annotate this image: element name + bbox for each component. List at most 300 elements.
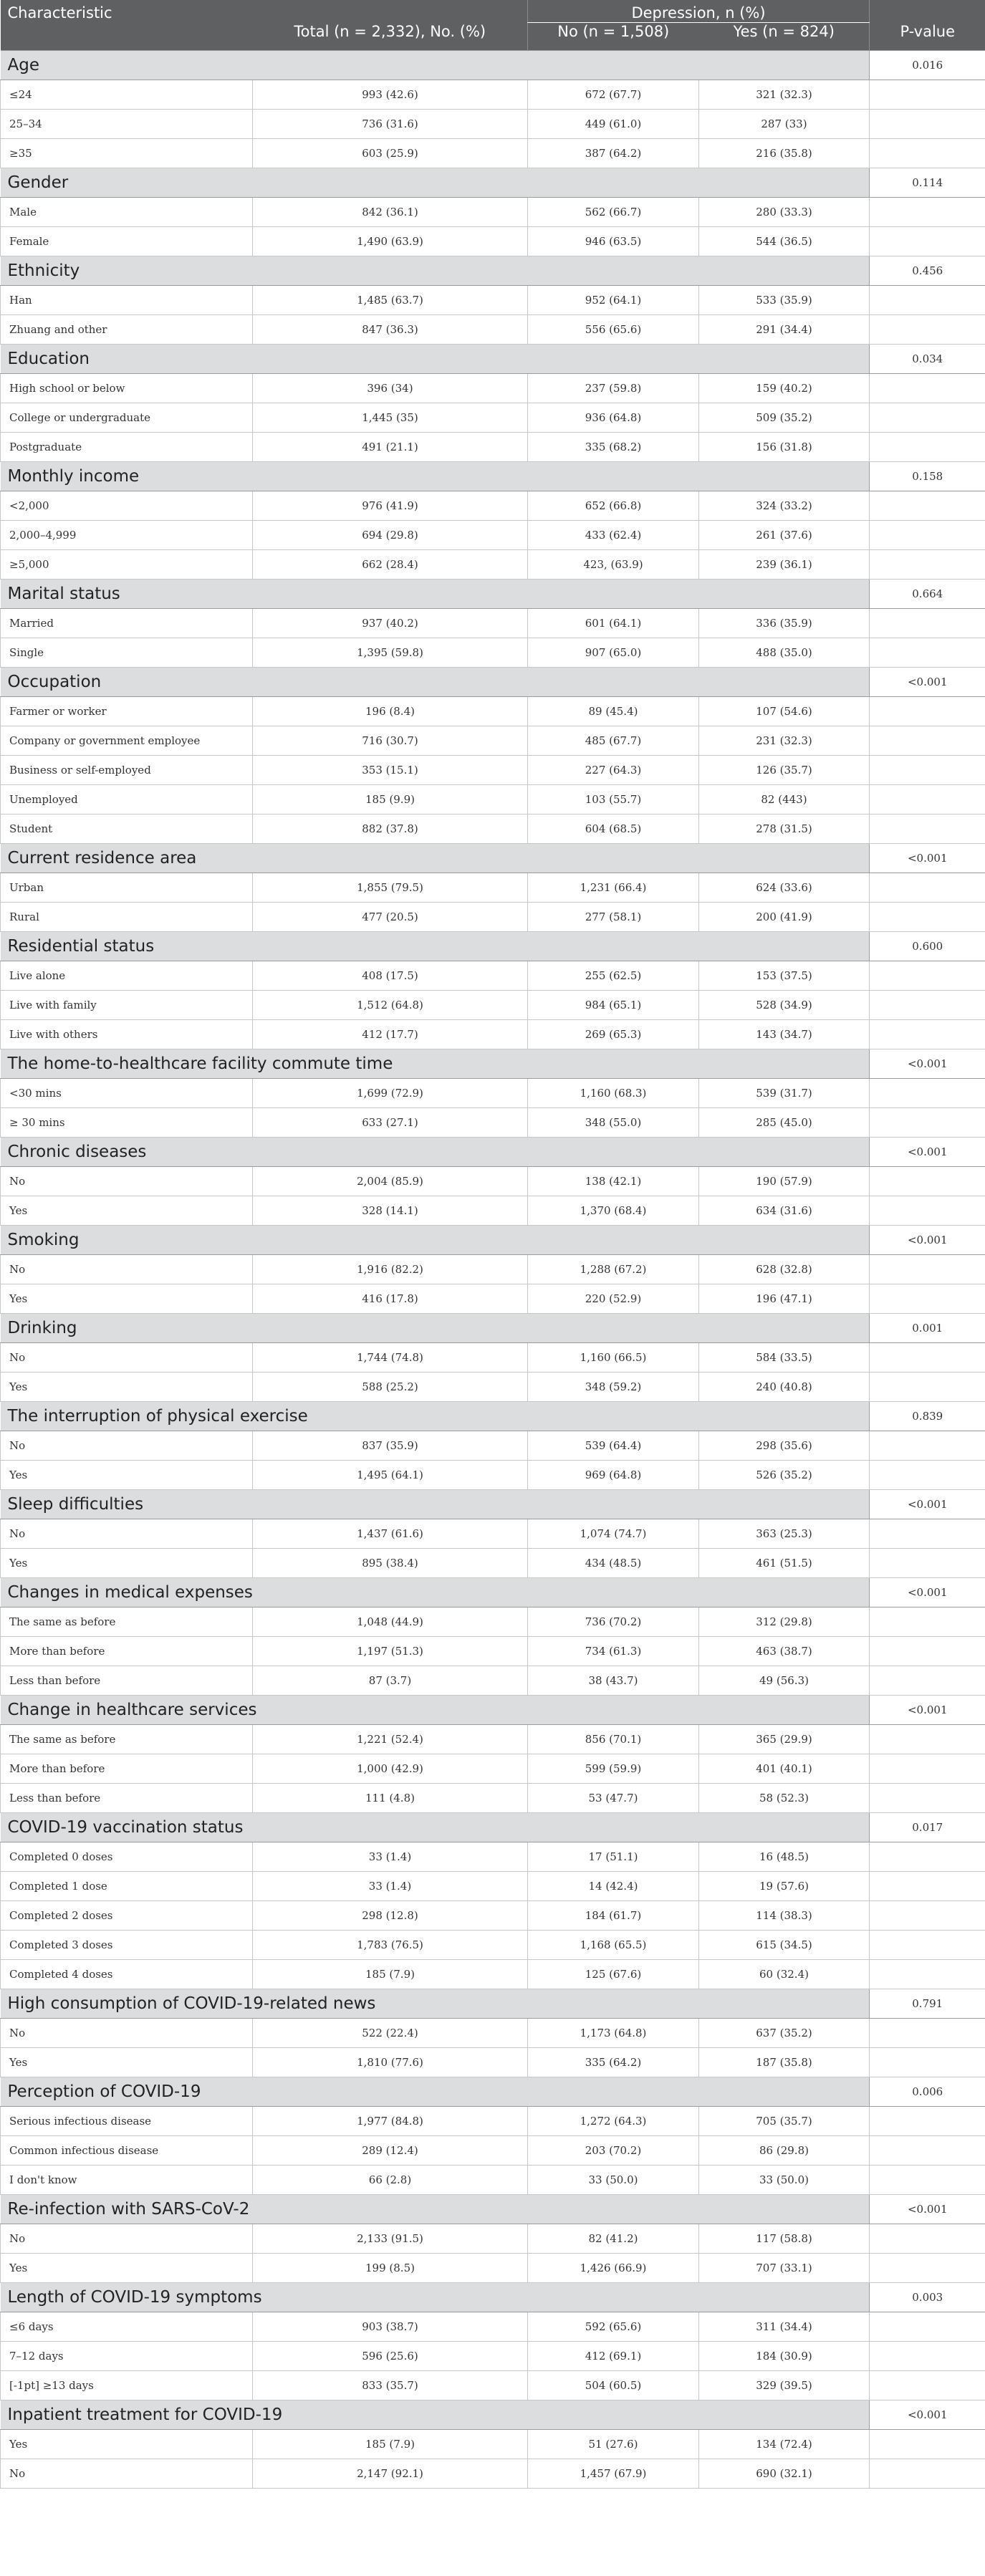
cell-yes: 33 (50.0) xyxy=(699,2166,870,2195)
category-name: The home-to-healthcare facility commute time xyxy=(1,1049,870,1079)
cell-total: 1,437 (61.6) xyxy=(253,1519,528,1549)
cell-p-empty xyxy=(870,1343,985,1373)
cell-yes: 143 (34.7) xyxy=(699,1020,870,1049)
cell-p-empty xyxy=(870,521,985,550)
cell-no: 227 (64.3) xyxy=(528,756,699,785)
table-row xyxy=(1,785,985,814)
cell-yes: 298 (35.6) xyxy=(699,1431,870,1461)
category-p-value: <0.001 xyxy=(870,2400,985,2430)
cell-p-empty xyxy=(870,1725,985,1754)
category-p-value: <0.001 xyxy=(870,1049,985,1079)
cell-yes: 134 (72.4) xyxy=(699,2430,870,2459)
table-row xyxy=(1,1960,985,1989)
cell-p-empty xyxy=(870,139,985,168)
row-label: Married xyxy=(1,609,253,638)
table-row xyxy=(1,1079,985,1108)
cell-no: 103 (55.7) xyxy=(528,785,699,814)
row-label: Yes xyxy=(1,2048,253,2077)
category-row xyxy=(1,1049,985,1079)
cell-yes: 190 (57.9) xyxy=(699,1167,870,1196)
cell-p-empty xyxy=(870,2166,985,2195)
category-name: Residential status xyxy=(1,932,870,961)
category-p-value: 0.114 xyxy=(870,168,985,198)
row-label: Completed 0 doses xyxy=(1,1842,253,1872)
category-row xyxy=(1,1813,985,1842)
cell-yes: 291 (34.4) xyxy=(699,315,870,345)
category-p-value: 0.017 xyxy=(870,1813,985,1842)
cell-no: 1,173 (64.8) xyxy=(528,2019,699,2048)
category-row xyxy=(1,1989,985,2019)
cell-no: 601 (64.1) xyxy=(528,609,699,638)
category-name: Chronic diseases xyxy=(1,1138,870,1167)
cell-total: 66 (2.8) xyxy=(253,2166,528,2195)
category-name: Gender xyxy=(1,168,870,198)
category-p-value: 0.016 xyxy=(870,51,985,80)
row-label: Unemployed xyxy=(1,785,253,814)
row-label: Live alone xyxy=(1,961,253,991)
category-row xyxy=(1,1314,985,1343)
row-label: Han xyxy=(1,286,253,315)
cell-no: 1,074 (74.7) xyxy=(528,1519,699,1549)
cell-no: 1,160 (66.5) xyxy=(528,1343,699,1373)
cell-p-empty xyxy=(870,198,985,227)
category-p-value: <0.001 xyxy=(870,1578,985,1607)
category-p-value: <0.001 xyxy=(870,1696,985,1725)
row-label: College or undergraduate xyxy=(1,403,253,433)
cell-p-empty xyxy=(870,1607,985,1637)
cell-no: 592 (65.6) xyxy=(528,2312,699,2342)
cell-no: 125 (67.6) xyxy=(528,1960,699,1989)
cell-total: 937 (40.2) xyxy=(253,609,528,638)
table-row xyxy=(1,491,985,521)
cell-yes: 365 (29.9) xyxy=(699,1725,870,1754)
table-row xyxy=(1,1020,985,1049)
row-label: Yes xyxy=(1,1284,253,1314)
cell-p-empty xyxy=(870,1637,985,1666)
cell-no: 672 (67.7) xyxy=(528,80,699,110)
row-label: No xyxy=(1,1255,253,1284)
cell-yes: 153 (37.5) xyxy=(699,961,870,991)
cell-total: 1,395 (59.8) xyxy=(253,638,528,668)
table-header xyxy=(1,0,985,51)
cell-yes: 60 (32.4) xyxy=(699,1960,870,1989)
cell-total: 993 (42.6) xyxy=(253,80,528,110)
cell-yes: 707 (33.1) xyxy=(699,2254,870,2283)
cell-yes: 488 (35.0) xyxy=(699,638,870,668)
table-row xyxy=(1,756,985,785)
cell-yes: 261 (37.6) xyxy=(699,521,870,550)
table-row xyxy=(1,961,985,991)
category-p-value: <0.001 xyxy=(870,2195,985,2224)
cell-p-empty xyxy=(870,1020,985,1049)
row-label: <30 mins xyxy=(1,1079,253,1108)
row-label: Yes xyxy=(1,2254,253,2283)
cell-yes: 584 (33.5) xyxy=(699,1343,870,1373)
cell-no: 736 (70.2) xyxy=(528,1607,699,1637)
cell-no: 423, (63.9) xyxy=(528,550,699,580)
row-label: Common infectious disease xyxy=(1,2136,253,2166)
category-name: Current residence area xyxy=(1,844,870,873)
category-p-value: 0.001 xyxy=(870,1314,985,1343)
category-name: Re-infection with SARS-CoV-2 xyxy=(1,2195,870,2224)
cell-p-empty xyxy=(870,315,985,345)
cell-no: 952 (64.1) xyxy=(528,286,699,315)
cell-total: 842 (36.1) xyxy=(253,198,528,227)
cell-total: 33 (1.4) xyxy=(253,1872,528,1901)
table-row xyxy=(1,227,985,256)
row-label: Urban xyxy=(1,873,253,903)
cell-total: 522 (22.4) xyxy=(253,2019,528,2048)
table-row xyxy=(1,697,985,726)
row-label: Yes xyxy=(1,1196,253,1226)
cell-no: 449 (61.0) xyxy=(528,110,699,139)
cell-no: 856 (70.1) xyxy=(528,1725,699,1754)
cell-yes: 705 (35.7) xyxy=(699,2107,870,2136)
table-row xyxy=(1,374,985,403)
category-row xyxy=(1,51,985,80)
cell-yes: 240 (40.8) xyxy=(699,1373,870,1402)
cell-yes: 200 (41.9) xyxy=(699,903,870,932)
header-characteristic: Characteristic xyxy=(1,0,253,23)
cell-p-empty xyxy=(870,2312,985,2342)
cell-total: 976 (41.9) xyxy=(253,491,528,521)
cell-no: 984 (65.1) xyxy=(528,991,699,1020)
cell-yes: 336 (35.9) xyxy=(699,609,870,638)
category-name: Changes in medical expenses xyxy=(1,1578,870,1607)
row-label: 25–34 xyxy=(1,110,253,139)
cell-no: 734 (61.3) xyxy=(528,1637,699,1666)
cell-total: 1,000 (42.9) xyxy=(253,1754,528,1784)
category-row xyxy=(1,580,985,609)
cell-p-empty xyxy=(870,785,985,814)
row-label: Zhuang and other xyxy=(1,315,253,345)
table-row xyxy=(1,1666,985,1696)
cell-yes: 321 (32.3) xyxy=(699,80,870,110)
cell-yes: 690 (32.1) xyxy=(699,2459,870,2489)
row-label: No xyxy=(1,1431,253,1461)
header-spacer xyxy=(253,0,528,23)
cell-p-empty xyxy=(870,961,985,991)
cell-p-empty xyxy=(870,1519,985,1549)
cell-total: 1,485 (63.7) xyxy=(253,286,528,315)
cell-total: 694 (29.8) xyxy=(253,521,528,550)
table-row xyxy=(1,80,985,110)
cell-total: 833 (35.7) xyxy=(253,2371,528,2400)
cell-p-empty xyxy=(870,991,985,1020)
table-row xyxy=(1,550,985,580)
table-row xyxy=(1,991,985,1020)
cell-yes: 329 (39.5) xyxy=(699,2371,870,2400)
cell-p-empty xyxy=(870,1754,985,1784)
cell-total: 1,445 (35) xyxy=(253,403,528,433)
cell-no: 184 (61.7) xyxy=(528,1901,699,1931)
row-label: More than before xyxy=(1,1637,253,1666)
cell-total: 33 (1.4) xyxy=(253,1842,528,1872)
row-label: Rural xyxy=(1,903,253,932)
table-row xyxy=(1,1284,985,1314)
cell-no: 604 (68.5) xyxy=(528,814,699,844)
cell-total: 416 (17.8) xyxy=(253,1284,528,1314)
cell-p-empty xyxy=(870,1284,985,1314)
cell-total: 588 (25.2) xyxy=(253,1373,528,1402)
cell-yes: 637 (35.2) xyxy=(699,2019,870,2048)
row-label: Female xyxy=(1,227,253,256)
category-p-value: <0.001 xyxy=(870,1138,985,1167)
category-name: COVID-19 vaccination status xyxy=(1,1813,870,1842)
cell-no: 539 (64.4) xyxy=(528,1431,699,1461)
table-row xyxy=(1,1431,985,1461)
table-row xyxy=(1,1373,985,1402)
cell-yes: 312 (29.8) xyxy=(699,1607,870,1637)
cell-total: 491 (21.1) xyxy=(253,433,528,462)
cell-total: 289 (12.4) xyxy=(253,2136,528,2166)
cell-no: 348 (55.0) xyxy=(528,1108,699,1138)
cell-no: 220 (52.9) xyxy=(528,1284,699,1314)
header-pvalue: P-value xyxy=(870,23,985,51)
cell-no: 556 (65.6) xyxy=(528,315,699,345)
cell-total: 1,855 (79.5) xyxy=(253,873,528,903)
category-row xyxy=(1,2400,985,2430)
row-label: Completed 2 doses xyxy=(1,1901,253,1931)
table-row xyxy=(1,2166,985,2195)
row-label: No xyxy=(1,2459,253,2489)
cell-total: 633 (27.1) xyxy=(253,1108,528,1138)
table-row xyxy=(1,1343,985,1373)
cell-no: 277 (58.1) xyxy=(528,903,699,932)
cell-total: 196 (8.4) xyxy=(253,697,528,726)
table-row xyxy=(1,139,985,168)
category-p-value: 0.791 xyxy=(870,1989,985,2019)
row-label: ≤24 xyxy=(1,80,253,110)
cell-total: 1,977 (84.8) xyxy=(253,2107,528,2136)
cell-yes: 19 (57.6) xyxy=(699,1872,870,1901)
cell-yes: 463 (38.7) xyxy=(699,1637,870,1666)
category-row xyxy=(1,2195,985,2224)
table-row xyxy=(1,2312,985,2342)
row-label: No xyxy=(1,1343,253,1373)
table-row xyxy=(1,2019,985,2048)
category-name: Change in healthcare services xyxy=(1,1696,870,1725)
table-row xyxy=(1,903,985,932)
cell-no: 17 (51.1) xyxy=(528,1842,699,1872)
row-label: Postgraduate xyxy=(1,433,253,462)
cell-yes: 231 (32.3) xyxy=(699,726,870,756)
cell-p-empty xyxy=(870,286,985,315)
category-row xyxy=(1,168,985,198)
table-row xyxy=(1,2459,985,2489)
table-row xyxy=(1,1196,985,1226)
cell-no: 1,272 (64.3) xyxy=(528,2107,699,2136)
category-name: Monthly income xyxy=(1,462,870,491)
cell-p-empty xyxy=(870,550,985,580)
cell-p-empty xyxy=(870,1373,985,1402)
table-row xyxy=(1,2136,985,2166)
category-name: Inpatient treatment for COVID-19 xyxy=(1,2400,870,2430)
cell-p-empty xyxy=(870,2136,985,2166)
cell-yes: 86 (29.8) xyxy=(699,2136,870,2166)
table-row xyxy=(1,403,985,433)
category-name: Age xyxy=(1,51,870,80)
cell-p-empty xyxy=(870,2254,985,2283)
cell-total: 1,783 (76.5) xyxy=(253,1931,528,1960)
cell-total: 2,133 (91.5) xyxy=(253,2224,528,2254)
cell-total: 353 (15.1) xyxy=(253,756,528,785)
header-depression: Depression, n (%) xyxy=(528,0,870,23)
cell-p-empty xyxy=(870,2107,985,2136)
cell-yes: 58 (52.3) xyxy=(699,1784,870,1813)
category-p-value: <0.001 xyxy=(870,1490,985,1519)
category-row xyxy=(1,256,985,286)
cell-p-empty xyxy=(870,1931,985,1960)
cell-yes: 634 (31.6) xyxy=(699,1196,870,1226)
header-total: Total (n = 2,332), No. (%) xyxy=(253,23,528,51)
category-name: Perception of COVID-19 xyxy=(1,2077,870,2107)
row-label: Less than before xyxy=(1,1784,253,1813)
row-label: Live with family xyxy=(1,991,253,1020)
row-label: <2,000 xyxy=(1,491,253,521)
cell-no: 907 (65.0) xyxy=(528,638,699,668)
cell-total: 837 (35.9) xyxy=(253,1431,528,1461)
cell-no: 562 (66.7) xyxy=(528,198,699,227)
row-label: Yes xyxy=(1,1461,253,1490)
row-label: No xyxy=(1,2224,253,2254)
table-row xyxy=(1,638,985,668)
cell-no: 936 (64.8) xyxy=(528,403,699,433)
cell-yes: 196 (47.1) xyxy=(699,1284,870,1314)
table-body xyxy=(1,51,985,2489)
cell-total: 1,490 (63.9) xyxy=(253,227,528,256)
cell-total: 87 (3.7) xyxy=(253,1666,528,1696)
cell-yes: 461 (51.5) xyxy=(699,1549,870,1578)
cell-no: 33 (50.0) xyxy=(528,2166,699,2195)
cell-yes: 156 (31.8) xyxy=(699,433,870,462)
row-label: I don't know xyxy=(1,2166,253,2195)
row-label: The same as before xyxy=(1,1725,253,1754)
cell-yes: 533 (35.9) xyxy=(699,286,870,315)
category-row xyxy=(1,1138,985,1167)
cell-no: 1,426 (66.9) xyxy=(528,2254,699,2283)
cell-no: 946 (63.5) xyxy=(528,227,699,256)
cell-p-empty xyxy=(870,1108,985,1138)
cell-p-empty xyxy=(870,1666,985,1696)
table-row xyxy=(1,1637,985,1666)
cell-yes: 528 (34.9) xyxy=(699,991,870,1020)
cell-p-empty xyxy=(870,1872,985,1901)
table-row xyxy=(1,1931,985,1960)
table-row xyxy=(1,814,985,844)
cell-yes: 324 (33.2) xyxy=(699,491,870,521)
cell-yes: 278 (31.5) xyxy=(699,814,870,844)
cell-p-empty xyxy=(870,2019,985,2048)
cell-yes: 107 (54.6) xyxy=(699,697,870,726)
row-label: Less than before xyxy=(1,1666,253,1696)
category-name: Marital status xyxy=(1,580,870,609)
cell-yes: 239 (36.1) xyxy=(699,550,870,580)
table-row xyxy=(1,1255,985,1284)
row-label: Farmer or worker xyxy=(1,697,253,726)
row-label: The same as before xyxy=(1,1607,253,1637)
category-row xyxy=(1,462,985,491)
row-label: Serious infectious disease xyxy=(1,2107,253,2136)
row-label: ≥ 30 mins xyxy=(1,1108,253,1138)
cell-yes: 159 (40.2) xyxy=(699,374,870,403)
row-label: No xyxy=(1,1167,253,1196)
category-row xyxy=(1,932,985,961)
cell-total: 736 (31.6) xyxy=(253,110,528,139)
cell-no: 14 (42.4) xyxy=(528,1872,699,1901)
table-row xyxy=(1,1901,985,1931)
cell-p-empty xyxy=(870,403,985,433)
cell-p-empty xyxy=(870,1461,985,1490)
header-blank xyxy=(1,23,253,51)
cell-yes: 628 (32.8) xyxy=(699,1255,870,1284)
cell-yes: 363 (25.3) xyxy=(699,1519,870,1549)
row-label: No xyxy=(1,2019,253,2048)
table-row xyxy=(1,1519,985,1549)
cell-no: 1,457 (67.9) xyxy=(528,2459,699,2489)
cell-p-empty xyxy=(870,433,985,462)
cell-yes: 615 (34.5) xyxy=(699,1931,870,1960)
cell-no: 412 (69.1) xyxy=(528,2342,699,2371)
cell-p-empty xyxy=(870,374,985,403)
cell-no: 38 (43.7) xyxy=(528,1666,699,1696)
cell-total: 903 (38.7) xyxy=(253,2312,528,2342)
table-row xyxy=(1,1108,985,1138)
row-label: Live with others xyxy=(1,1020,253,1049)
row-label: Company or government employee xyxy=(1,726,253,756)
cell-p-empty xyxy=(870,110,985,139)
cell-yes: 126 (35.7) xyxy=(699,756,870,785)
category-row xyxy=(1,2283,985,2312)
cell-no: 1,168 (65.5) xyxy=(528,1931,699,1960)
category-name: Smoking xyxy=(1,1226,870,1255)
category-name: Ethnicity xyxy=(1,256,870,286)
cell-p-empty xyxy=(870,726,985,756)
category-row xyxy=(1,1578,985,1607)
cell-yes: 49 (56.3) xyxy=(699,1666,870,1696)
cell-total: 111 (4.8) xyxy=(253,1784,528,1813)
row-label: Male xyxy=(1,198,253,227)
category-p-value: 0.664 xyxy=(870,580,985,609)
table-row xyxy=(1,2430,985,2459)
cell-total: 328 (14.1) xyxy=(253,1196,528,1226)
cell-p-empty xyxy=(870,1196,985,1226)
category-p-value: 0.034 xyxy=(870,345,985,374)
cell-yes: 82 (443) xyxy=(699,785,870,814)
table-row xyxy=(1,2048,985,2077)
cell-yes: 287 (33) xyxy=(699,110,870,139)
cell-total: 1,744 (74.8) xyxy=(253,1343,528,1373)
category-row xyxy=(1,1490,985,1519)
table-row xyxy=(1,1784,985,1813)
row-label: More than before xyxy=(1,1754,253,1784)
cell-yes: 114 (38.3) xyxy=(699,1901,870,1931)
cell-p-empty xyxy=(870,1079,985,1108)
cell-no: 1,231 (66.4) xyxy=(528,873,699,903)
cell-total: 185 (7.9) xyxy=(253,2430,528,2459)
cell-p-empty xyxy=(870,1255,985,1284)
row-label: ≥5,000 xyxy=(1,550,253,580)
cell-yes: 187 (35.8) xyxy=(699,2048,870,2077)
row-label: [-1pt] ≥13 days xyxy=(1,2371,253,2400)
cell-total: 895 (38.4) xyxy=(253,1549,528,1578)
cell-no: 1,370 (68.4) xyxy=(528,1196,699,1226)
cell-total: 1,221 (52.4) xyxy=(253,1725,528,1754)
cell-total: 477 (20.5) xyxy=(253,903,528,932)
category-row xyxy=(1,1402,985,1431)
category-p-value: 0.003 xyxy=(870,2283,985,2312)
table-row xyxy=(1,2342,985,2371)
